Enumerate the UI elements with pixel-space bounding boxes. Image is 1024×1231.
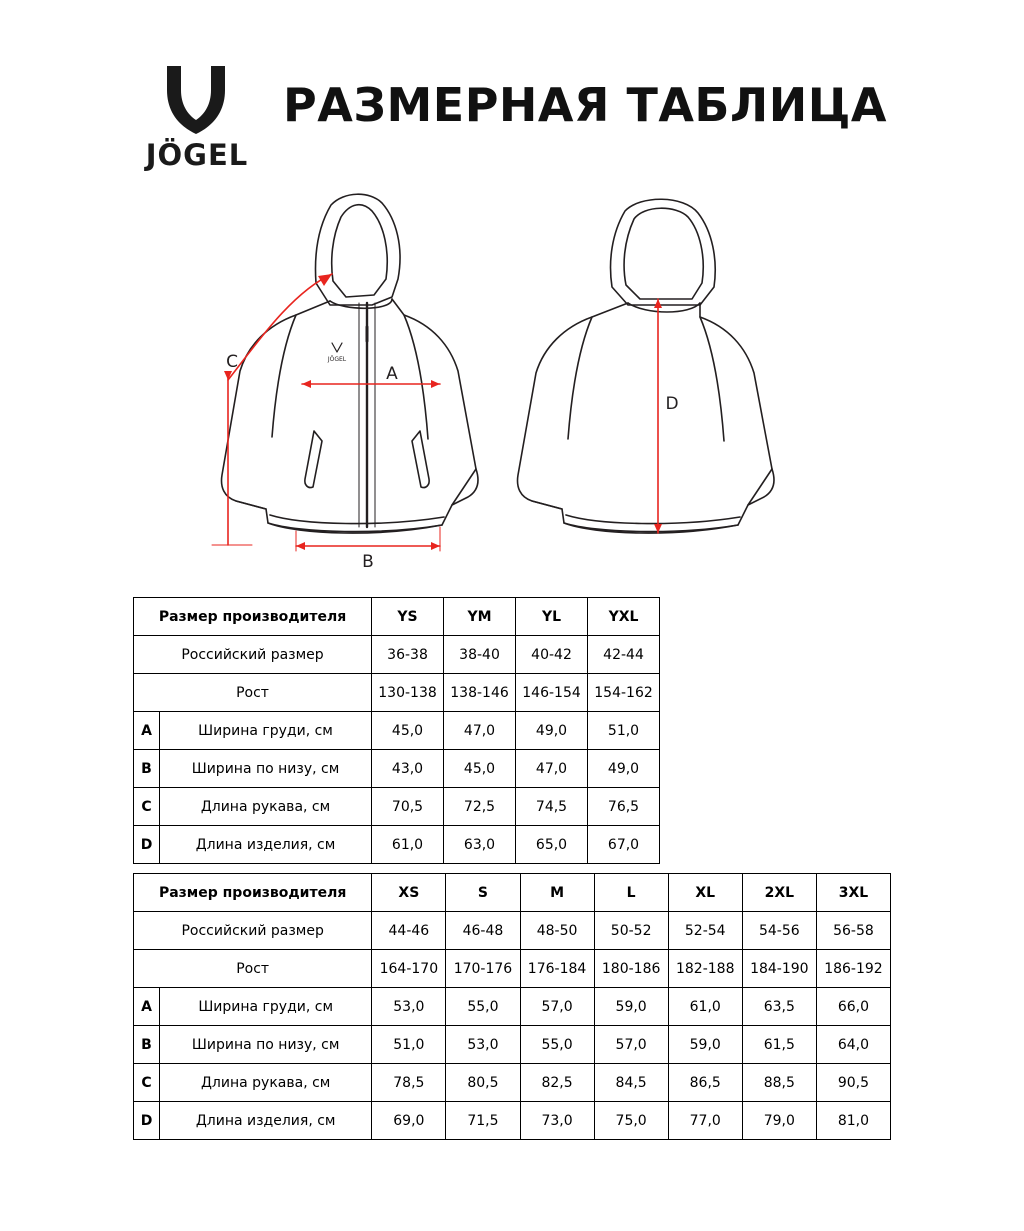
row-value: 80,5 <box>446 1064 520 1102</box>
row-letter: B <box>134 750 160 788</box>
row-value: 186-192 <box>816 950 890 988</box>
size-header-cell: YS <box>372 598 444 636</box>
header-label: Размер производителя <box>134 874 372 912</box>
row-value: 164-170 <box>372 950 446 988</box>
page-header <box>0 62 1024 172</box>
row-value: 57,0 <box>520 988 594 1026</box>
table-row-header <box>134 598 660 636</box>
row-value: 55,0 <box>520 1026 594 1064</box>
row-letter: C <box>134 1064 160 1102</box>
row-letter: B <box>134 1026 160 1064</box>
brand-logo <box>137 62 257 172</box>
table-row <box>134 1026 891 1064</box>
row-value: 63,5 <box>742 988 816 1026</box>
row-param: Ширина груди, см <box>160 712 372 750</box>
row-value: 73,0 <box>520 1102 594 1140</box>
row-value: 71,5 <box>446 1102 520 1140</box>
table-row-header <box>134 874 891 912</box>
row-value: 54-56 <box>742 912 816 950</box>
size-header-cell: L <box>594 874 668 912</box>
row-param: Длина изделия, см <box>160 826 372 864</box>
size-header-cell: 3XL <box>816 874 890 912</box>
jogel-logo-icon <box>163 64 229 136</box>
row-value: 69,0 <box>372 1102 446 1140</box>
row-value: 182-188 <box>668 950 742 988</box>
measure-label-d: D <box>665 394 679 414</box>
row-value: 72,5 <box>444 788 516 826</box>
row-value: 50-52 <box>594 912 668 950</box>
row-letter: A <box>134 712 160 750</box>
row-value: 59,0 <box>668 1026 742 1064</box>
row-value: 49,0 <box>516 712 588 750</box>
table-row <box>134 950 891 988</box>
row-value: 64,0 <box>816 1026 890 1064</box>
size-header-cell: M <box>520 874 594 912</box>
jacket-diagram-svg <box>0 175 1024 575</box>
row-value: 82,5 <box>520 1064 594 1102</box>
measure-label-b: B <box>362 552 374 572</box>
size-table-adult-grid <box>133 873 891 1140</box>
header-label: Размер производителя <box>134 598 372 636</box>
brand-wordmark: JÖGEL <box>145 138 249 172</box>
jacket-front-view <box>222 194 478 533</box>
row-value: 61,5 <box>742 1026 816 1064</box>
row-value: 138-146 <box>444 674 516 712</box>
row-value: 79,0 <box>742 1102 816 1140</box>
table-row <box>134 636 660 674</box>
row-param: Ширина по низу, см <box>160 750 372 788</box>
jacket-back-view <box>518 199 774 533</box>
row-value: 176-184 <box>520 950 594 988</box>
row-param: Рост <box>134 950 372 988</box>
row-value: 45,0 <box>444 750 516 788</box>
row-value: 170-176 <box>446 950 520 988</box>
row-param: Рост <box>134 674 372 712</box>
row-value: 81,0 <box>816 1102 890 1140</box>
jacket-illustration <box>0 175 1024 575</box>
row-param: Длина рукава, см <box>160 1064 372 1102</box>
size-header-cell: XL <box>668 874 742 912</box>
page-title: РАЗМЕРНАЯ ТАБЛИЦА <box>283 78 887 132</box>
row-value: 63,0 <box>444 826 516 864</box>
size-table-adult <box>133 873 891 1140</box>
table-row <box>134 1102 891 1140</box>
row-value: 38-40 <box>444 636 516 674</box>
row-value: 70,5 <box>372 788 444 826</box>
row-value: 42-44 <box>588 636 660 674</box>
table-row <box>134 912 891 950</box>
table-row <box>134 826 660 864</box>
row-value: 65,0 <box>516 826 588 864</box>
row-value: 57,0 <box>594 1026 668 1064</box>
row-value: 52-54 <box>668 912 742 950</box>
row-letter: C <box>134 788 160 826</box>
row-value: 36-38 <box>372 636 444 674</box>
row-value: 47,0 <box>516 750 588 788</box>
row-value: 55,0 <box>446 988 520 1026</box>
row-value: 56-58 <box>816 912 890 950</box>
row-value: 66,0 <box>816 988 890 1026</box>
row-value: 40-42 <box>516 636 588 674</box>
size-header-cell: S <box>446 874 520 912</box>
row-value: 78,5 <box>372 1064 446 1102</box>
measure-label-c: C <box>226 352 238 372</box>
row-value: 84,5 <box>594 1064 668 1102</box>
row-param: Ширина по низу, см <box>160 1026 372 1064</box>
row-value: 53,0 <box>446 1026 520 1064</box>
table-row <box>134 988 891 1026</box>
row-value: 43,0 <box>372 750 444 788</box>
size-header-cell: YM <box>444 598 516 636</box>
table-row <box>134 750 660 788</box>
row-value: 75,0 <box>594 1102 668 1140</box>
table-row <box>134 1064 891 1102</box>
row-value: 48-50 <box>520 912 594 950</box>
row-value: 77,0 <box>668 1102 742 1140</box>
row-letter: A <box>134 988 160 1026</box>
row-letter: D <box>134 1102 160 1140</box>
row-value: 67,0 <box>588 826 660 864</box>
row-value: 146-154 <box>516 674 588 712</box>
size-header-cell: YXL <box>588 598 660 636</box>
row-value: 154-162 <box>588 674 660 712</box>
row-value: 61,0 <box>668 988 742 1026</box>
row-value: 88,5 <box>742 1064 816 1102</box>
row-value: 76,5 <box>588 788 660 826</box>
size-table-kids-grid <box>133 597 660 864</box>
row-param: Российский размер <box>134 636 372 674</box>
row-value: 61,0 <box>372 826 444 864</box>
row-value: 130-138 <box>372 674 444 712</box>
row-value: 74,5 <box>516 788 588 826</box>
row-value: 45,0 <box>372 712 444 750</box>
row-value: 46-48 <box>446 912 520 950</box>
row-value: 184-190 <box>742 950 816 988</box>
size-header-cell: YL <box>516 598 588 636</box>
row-value: 44-46 <box>372 912 446 950</box>
measure-label-a: A <box>386 364 398 384</box>
table-row <box>134 674 660 712</box>
row-param: Российский размер <box>134 912 372 950</box>
table-row <box>134 788 660 826</box>
row-value: 90,5 <box>816 1064 890 1102</box>
row-param: Ширина груди, см <box>160 988 372 1026</box>
size-header-cell: XS <box>372 874 446 912</box>
row-value: 51,0 <box>588 712 660 750</box>
table-row <box>134 712 660 750</box>
row-param: Длина рукава, см <box>160 788 372 826</box>
row-value: 49,0 <box>588 750 660 788</box>
row-param: Длина изделия, см <box>160 1102 372 1140</box>
size-table-kids <box>133 597 658 864</box>
row-letter: D <box>134 826 160 864</box>
row-value: 180-186 <box>594 950 668 988</box>
row-value: 47,0 <box>444 712 516 750</box>
svg-text:JÖGEL: JÖGEL <box>327 356 347 363</box>
row-value: 53,0 <box>372 988 446 1026</box>
row-value: 51,0 <box>372 1026 446 1064</box>
row-value: 86,5 <box>668 1064 742 1102</box>
size-header-cell: 2XL <box>742 874 816 912</box>
row-value: 59,0 <box>594 988 668 1026</box>
